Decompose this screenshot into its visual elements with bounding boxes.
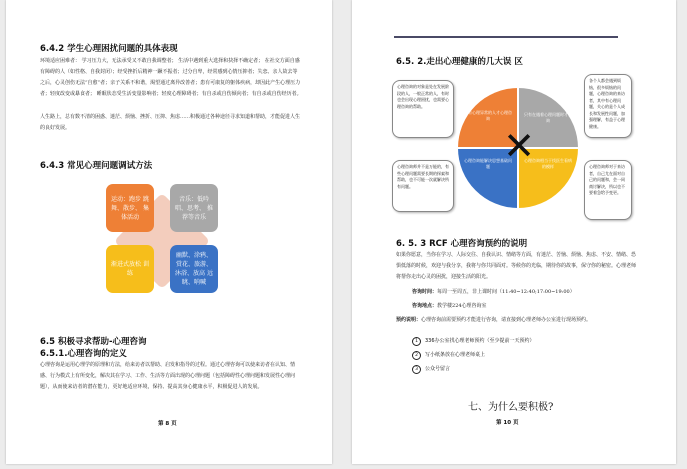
- tile-relaxation: 渐进式放松 训练: [106, 245, 154, 293]
- heading-6-4-2: 6.4.2 学生心理困扰问题的具体表现: [40, 44, 178, 54]
- paragraph-appointment-intro: 如果你愿意，当你在学习、人际交往、自我认识、情绪等方面，有迷茫、苦恼、烦恼、焦虑、不安、情绪、恐惧低落的时候，欢迎与我分享，我将与你共同面对。等候你的光临，期待你的故事，保守你的秘密。心理老师将帮你走出心灵的困扰，迎接生活的阳光。: [396, 252, 637, 280]
- page-number: 第 8 页: [158, 421, 177, 427]
- consult-note-value: 心理咨询前需要预约才能进行咨询，请直接到心理老师办公室进行现场预约。: [421, 317, 592, 323]
- quadrant-text-2: 只有在遇着心理问题时才咨询: [524, 112, 572, 123]
- header-rule: [394, 36, 618, 38]
- bubble-note-3: 心理咨询师并不是万能的，有些心理问题需要长期的探索和帮助，也不可能一次就解决所有问题。: [392, 160, 454, 212]
- consult-place-label: 咨询地点：: [412, 303, 438, 309]
- quadrant-text-4: 心理咨询相当于找医生看病的模样: [524, 158, 572, 169]
- tile-humor: 幽默、涂鸦、 赏花、旅游、 沐浴、放高 远眺、呐喊: [170, 245, 218, 293]
- number-circle-1-icon: 1: [412, 337, 421, 346]
- cross-mark-icon: ✕: [503, 124, 535, 168]
- document-page-10: [352, 0, 676, 464]
- heading-chapter-7: 七、为什么要积极?: [468, 402, 554, 413]
- consult-note-label: 预约说明：: [396, 317, 422, 323]
- number-circle-3-icon: 3: [412, 365, 421, 374]
- bubble-note-4: 心理咨询师对于来访者，自己尤在面对自己的问题和，会一同商讨解决，所以也不要着急给予变更。: [584, 160, 632, 220]
- page-number: 第 10 页: [496, 420, 519, 426]
- tile-exercise: 运动：跑步 跳舞、散步、 集体活动: [106, 184, 154, 232]
- heading-6-4-3: 6.4.3 常见心理问题调试方法: [40, 161, 153, 171]
- paragraph-distress-symptoms: 环境适应困难者： 学习压力大，无法承受又不敢自我调整者； 生活中遇到重大选择和抉择不确定者； 在社交方面自感有障碍的人（如性格、自我封闭）；经受挫折后精神一蹶不振者；过分自卑，经常感到心情压抑者；失恋、亲人故去等之后，心灵创伤无法“自愈”者；亲子关系不和谐，渴望通过离异改善者；患有可康复的躯体疾病，却因此产生心理压力者；轻度改变或暴食者； 睡眠状态受生活变量影响者；轻度心理障碍者；有自杀或自伤倾向者；有自杀或自伤经历者。: [40, 58, 302, 97]
- paragraph-seek-help: 人生路上，总有数不清的困惑、迷茫、烦恼、挫折、压抑、焦虑……积极通过各种途径寻求知道和帮助，才能促进人生的良好发展。: [40, 114, 301, 131]
- list-item: 2 写小纸条放在心理老师桌上: [412, 351, 485, 360]
- quadrant-text-1: 只有心理异常的人才心理咨询: [464, 110, 512, 121]
- document-page-8: [6, 0, 332, 464]
- heading-6-5: 6.5 积极寻求帮助-心理咨询: [40, 337, 147, 347]
- consult-place-row: [412, 301, 642, 312]
- paragraph-counseling-definition: 心理咨询是运用心理学的原理和方法，给来访者以帮助、启发和指导的过程。通过心理咨询可以使来访者在认知、情感、行为模式上有所变化，解决其在学习、工作、生活等方面出现的心理问题（包括障碍性心理问题和发展性心理问题），从而使来访者的潜在能力，更好地适应环境，保持、提高其身心健康水平，积极促进人的发展。: [40, 362, 296, 390]
- consult-place-value: 教学楼224心理咨询室: [437, 303, 487, 309]
- bubble-note-1: 心理咨询的对象是处在发展阶段的人，一般正常的人，有时也会出现心理困扰，也需要心理咨询的帮助。: [392, 80, 454, 138]
- consult-time-label: 咨询时间：: [412, 289, 438, 295]
- list-item: 1 336办公室找心理老师预约（至少提前一天预约）: [412, 337, 535, 346]
- number-circle-2-icon: 2: [412, 351, 421, 360]
- bubble-note-2: 各个人都会遇到烦恼，很多烦恼的问题，心理咨询的来访者，其中有心理问题，关心的是个人成长和发展性问题，加强理解，有益于心理健康。: [584, 74, 632, 138]
- heading-6-5-2: 6.5. 2.走出心理健康的几大误 区: [396, 57, 523, 67]
- quadrant-text-3: 心理咨询能解决思想基础问题: [464, 158, 512, 169]
- list-item: 3 公众号留言: [412, 365, 450, 374]
- heading-6-5-1: 6.5.1.心理咨询的定义: [40, 349, 127, 359]
- consult-time-row: [412, 287, 642, 298]
- consult-time-value: 每周一至周五，非上课时间（11:40~12:40;17:00~19:00）: [437, 289, 575, 295]
- heading-6-5-3: 6. 5. 3 RCF 心理咨询预约的说明: [396, 239, 528, 249]
- adjustment-methods-diagram: [92, 179, 232, 303]
- misconceptions-diagram: [392, 72, 632, 224]
- tile-music: 音乐：低吟 唱、思考、 推荐等音乐: [170, 184, 218, 232]
- consult-note-row: [396, 315, 636, 326]
